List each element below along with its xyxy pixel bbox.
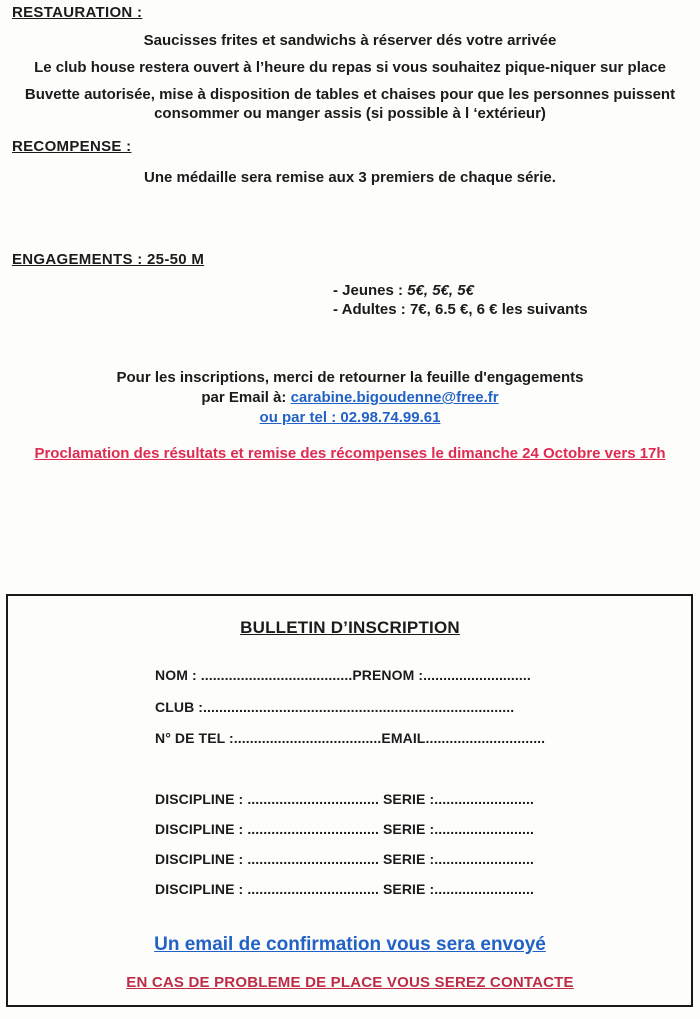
email-label: par Email à: bbox=[201, 389, 291, 406]
serie-dots: ......................... bbox=[434, 791, 534, 807]
restauration-line-2: Le club house restera ouvert à l’heure du repas si vous souhaitez pique-niquer sur place bbox=[34, 59, 666, 76]
confirmation-line: Un email de confirmation vous sera envoyé bbox=[154, 934, 546, 955]
fees-adultes-label: - Adultes : bbox=[333, 301, 410, 318]
discipline-dots: ................................. bbox=[247, 881, 379, 897]
prenom-label: PRENOM : bbox=[352, 667, 424, 683]
serie-label: SERIE : bbox=[378, 881, 435, 897]
field-discipline-3 bbox=[155, 850, 534, 868]
engagements-heading: ENGAGEMENTS : 25-50 M bbox=[12, 251, 205, 268]
nom-dots: ...................................... bbox=[200, 667, 353, 683]
tel-dots: ..................................... bbox=[233, 730, 382, 746]
recompense-heading: RECOMPENSE : bbox=[12, 138, 132, 155]
email-link[interactable]: carabine.bigoudenne@free.fr bbox=[290, 389, 499, 406]
prenom-dots: ........................... bbox=[423, 667, 531, 683]
field-discipline-2 bbox=[155, 820, 534, 838]
serie-dots: ......................... bbox=[434, 821, 534, 837]
inscriptions-intro: Pour les inscriptions, merci de retourner la feuille d'engagements bbox=[116, 369, 584, 386]
recompense-line: Une médaille sera remise aux 3 premiers de chaque série. bbox=[144, 169, 556, 186]
field-nom-prenom bbox=[155, 666, 531, 684]
club-label: CLUB : bbox=[155, 699, 204, 715]
serie-dots: ......................... bbox=[434, 851, 534, 867]
discipline-label: DISCIPLINE : bbox=[155, 791, 248, 807]
serie-label: SERIE : bbox=[378, 791, 435, 807]
field-club bbox=[155, 698, 514, 716]
club-dots: .............................................................................. bbox=[203, 699, 515, 715]
tel-link[interactable]: ou par tel : 02.98.74.99.61 bbox=[259, 409, 441, 426]
email-field-dots: .............................. bbox=[425, 730, 546, 746]
bulletin-title: BULLETIN D’INSCRIPTION bbox=[240, 618, 460, 637]
serie-label: SERIE : bbox=[378, 821, 435, 837]
restauration-line-3: Buvette autorisée, mise à disposition de tables et chaises pour que les personnes puissent bbox=[24, 86, 676, 103]
restauration-line-1: Saucisses frites et sandwichs à réserver dés votre arrivée bbox=[143, 32, 557, 49]
serie-dots: ......................... bbox=[434, 881, 534, 897]
restauration-line-4: consommer ou manger assis (si possible à l ‘extérieur) bbox=[154, 105, 546, 122]
field-tel-email bbox=[155, 729, 545, 747]
serie-label: SERIE : bbox=[378, 851, 435, 867]
nom-label: NOM : bbox=[155, 667, 201, 683]
fees-adultes-value: 7€, 6.5 €, 6 € les suivants bbox=[409, 301, 588, 318]
fees-jeunes bbox=[333, 281, 474, 300]
discipline-dots: ................................. bbox=[247, 791, 379, 807]
discipline-label: DISCIPLINE : bbox=[155, 851, 248, 867]
discipline-label: DISCIPLINE : bbox=[155, 881, 248, 897]
field-discipline-4 bbox=[155, 880, 534, 898]
discipline-dots: ................................. bbox=[247, 821, 379, 837]
restauration-heading: RESTAURATION : bbox=[12, 4, 143, 21]
fees-adultes bbox=[333, 300, 588, 319]
email-field-label: EMAIL bbox=[381, 730, 426, 746]
contact-warning-line: EN CAS DE PROBLEME DE PLACE VOUS SEREZ CONTACTE bbox=[126, 974, 574, 991]
proclamation-line: Proclamation des résultats et remise des récompenses le dimanche 24 Octobre vers 17h bbox=[34, 445, 666, 462]
discipline-dots: ................................. bbox=[247, 851, 379, 867]
fees-jeunes-label: - Jeunes : bbox=[333, 282, 408, 299]
fees-jeunes-value: 5€, 5€, 5€ bbox=[407, 282, 474, 299]
field-discipline-1 bbox=[155, 790, 534, 808]
tel-label: N° DE TEL : bbox=[155, 730, 234, 746]
inscriptions-email-line bbox=[0, 388, 700, 407]
discipline-label: DISCIPLINE : bbox=[155, 821, 248, 837]
